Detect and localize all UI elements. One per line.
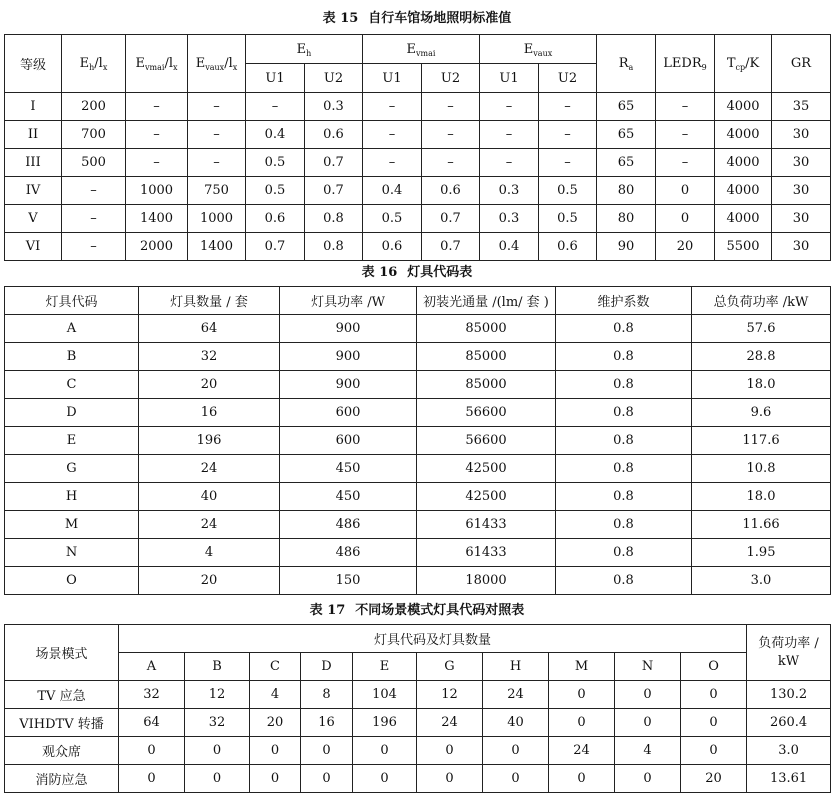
table-cell: – bbox=[126, 121, 188, 149]
header-gr: GR bbox=[772, 35, 831, 93]
table15-number: 表 15 bbox=[322, 11, 359, 26]
table-cell: 1000 bbox=[188, 205, 246, 233]
table-cell: 0 bbox=[119, 765, 185, 793]
table-cell: 0 bbox=[681, 737, 747, 765]
table-cell: 0 bbox=[656, 177, 715, 205]
table-cell: 8 bbox=[301, 681, 353, 709]
table-cell: 0 bbox=[417, 765, 483, 793]
table-cell: 0 bbox=[549, 681, 615, 709]
header-initial-flux: 初装光通量 /(lm/ 套 ) bbox=[417, 287, 556, 315]
header-scene-mode: 场景模式 bbox=[5, 625, 119, 681]
table-cell: – bbox=[539, 149, 597, 177]
table-row bbox=[5, 233, 831, 261]
table-cell: 0.4 bbox=[363, 177, 422, 205]
table-row bbox=[5, 483, 831, 511]
table-cell: 12 bbox=[417, 681, 483, 709]
table-cell: – bbox=[422, 149, 480, 177]
table-cell: – bbox=[656, 93, 715, 121]
table-cell: 32 bbox=[185, 709, 250, 737]
table17-title: 不同场景模式灯具代码对照表 bbox=[355, 603, 525, 618]
table-row bbox=[5, 371, 831, 399]
table-cell: 4 bbox=[250, 681, 301, 709]
table-cell: 900 bbox=[280, 343, 417, 371]
header-fixture-code: 灯具代码 bbox=[5, 287, 139, 315]
table-cell: 64 bbox=[119, 709, 185, 737]
table-cell: 65 bbox=[597, 121, 656, 149]
table-cell: 450 bbox=[280, 483, 417, 511]
table-cell: – bbox=[480, 149, 539, 177]
table-cell: 30 bbox=[772, 149, 831, 177]
table-cell: 0.3 bbox=[480, 177, 539, 205]
table-cell: 0.5 bbox=[363, 205, 422, 233]
table-cell: 0.8 bbox=[556, 371, 692, 399]
table-cell: 0 bbox=[615, 765, 681, 793]
table-cell: – bbox=[188, 149, 246, 177]
table-cell: A bbox=[5, 315, 139, 343]
table-cell: 4000 bbox=[715, 149, 772, 177]
table-cell: 65 bbox=[597, 149, 656, 177]
table-cell: 0 bbox=[681, 681, 747, 709]
table-cell: N bbox=[5, 539, 139, 567]
header-code-d: D bbox=[301, 653, 353, 681]
table-cell: 486 bbox=[280, 539, 417, 567]
table-cell: 1000 bbox=[126, 177, 188, 205]
table-cell: M bbox=[5, 511, 139, 539]
table-cell: 0.8 bbox=[305, 233, 363, 261]
table-cell: 0 bbox=[483, 737, 549, 765]
header-code-c: C bbox=[250, 653, 301, 681]
table-cell: 30 bbox=[772, 205, 831, 233]
table-row bbox=[5, 121, 831, 149]
table-cell: 4000 bbox=[715, 93, 772, 121]
table17-body bbox=[5, 681, 831, 793]
table-cell: 0.8 bbox=[556, 315, 692, 343]
header-evmai-lx: $E_{vmai}/l_x$ bbox=[126, 35, 188, 93]
table16-title: 灯具代码表 bbox=[407, 265, 473, 280]
table-cell: 3.0 bbox=[692, 567, 831, 595]
header-evmai-uniformity: $E_{vmai}$ bbox=[363, 35, 480, 64]
table-row bbox=[5, 427, 831, 455]
table-cell: 0 bbox=[301, 765, 353, 793]
table-cell: 85000 bbox=[417, 343, 556, 371]
table15-header-row-1 bbox=[5, 35, 831, 64]
table-cell: 20 bbox=[250, 709, 301, 737]
table-cell: 0.5 bbox=[246, 177, 305, 205]
table-cell: 500 bbox=[62, 149, 126, 177]
table-cell: 1400 bbox=[126, 205, 188, 233]
table-cell: – bbox=[656, 149, 715, 177]
table-cell: 600 bbox=[280, 399, 417, 427]
table15-title: 自行车馆场地照明标准值 bbox=[368, 11, 512, 26]
table-row bbox=[5, 315, 831, 343]
table-cell: 13.61 bbox=[747, 765, 831, 793]
table-cell: 24 bbox=[417, 709, 483, 737]
table-cell: 20 bbox=[681, 765, 747, 793]
table-cell: 64 bbox=[139, 315, 280, 343]
table16-header-row bbox=[5, 287, 831, 315]
table-cell: 0 bbox=[353, 765, 417, 793]
table-cell: 4000 bbox=[715, 205, 772, 233]
table-cell: 56600 bbox=[417, 427, 556, 455]
table-cell: 18.0 bbox=[692, 483, 831, 511]
table-cell: 85000 bbox=[417, 371, 556, 399]
table16-body bbox=[5, 315, 831, 595]
table-row bbox=[5, 539, 831, 567]
table-cell: 0.7 bbox=[422, 233, 480, 261]
table-row bbox=[5, 343, 831, 371]
table-cell: 2000 bbox=[126, 233, 188, 261]
table-cell: 9.6 bbox=[692, 399, 831, 427]
table15-body bbox=[5, 93, 831, 261]
table-cell: 20 bbox=[139, 371, 280, 399]
table-cell: – bbox=[126, 149, 188, 177]
table-cell: 61433 bbox=[417, 511, 556, 539]
table17-number: 表 17 bbox=[309, 603, 346, 618]
table-cell: 42500 bbox=[417, 455, 556, 483]
table-cell: 24 bbox=[483, 681, 549, 709]
table-cell: 0.8 bbox=[305, 205, 363, 233]
table-cell: 12 bbox=[185, 681, 250, 709]
table-cell: 196 bbox=[139, 427, 280, 455]
table-cell: G bbox=[5, 455, 139, 483]
table-cell: 28.8 bbox=[692, 343, 831, 371]
table-cell: C bbox=[5, 371, 139, 399]
table-cell: – bbox=[363, 121, 422, 149]
table-cell: 260.4 bbox=[747, 709, 831, 737]
table-cell: 0 bbox=[353, 737, 417, 765]
header-evaux-uniformity: $E_{vaux}$ bbox=[480, 35, 597, 64]
table-cell: 观众席 bbox=[5, 737, 119, 765]
table-cell: 200 bbox=[62, 93, 126, 121]
table-cell: D bbox=[5, 399, 139, 427]
table-cell: – bbox=[62, 233, 126, 261]
table-cell: 3.0 bbox=[747, 737, 831, 765]
table-cell: 0 bbox=[185, 765, 250, 793]
table17-header-row-1 bbox=[5, 625, 831, 653]
table-cell: 0.5 bbox=[246, 149, 305, 177]
table-cell: 30 bbox=[772, 177, 831, 205]
table-cell: 56600 bbox=[417, 399, 556, 427]
table-cell: 65 bbox=[597, 93, 656, 121]
table-cell: B bbox=[5, 343, 139, 371]
table-cell: – bbox=[539, 93, 597, 121]
table-cell: 196 bbox=[353, 709, 417, 737]
fixture-code-table bbox=[4, 286, 831, 595]
table-cell: 0 bbox=[615, 681, 681, 709]
table-cell: 450 bbox=[280, 455, 417, 483]
header-fixture-power: 灯具功率 /W bbox=[280, 287, 417, 315]
table-cell: 0 bbox=[549, 765, 615, 793]
table-cell: 0.4 bbox=[480, 233, 539, 261]
table-row bbox=[5, 177, 831, 205]
table-row bbox=[5, 567, 831, 595]
table-row bbox=[5, 709, 831, 737]
table-row bbox=[5, 511, 831, 539]
table-cell: 0.8 bbox=[556, 343, 692, 371]
table-cell: – bbox=[246, 93, 305, 121]
table17-header-row-2 bbox=[5, 653, 831, 681]
table-cell: 1.95 bbox=[692, 539, 831, 567]
scene-mode-table bbox=[4, 624, 831, 793]
table-cell: 0.4 bbox=[246, 121, 305, 149]
header-code-n: N bbox=[615, 653, 681, 681]
table-cell: 80 bbox=[597, 205, 656, 233]
table-cell: 16 bbox=[139, 399, 280, 427]
table15-caption bbox=[0, 11, 834, 27]
table-row bbox=[5, 737, 831, 765]
table-cell: 30 bbox=[772, 233, 831, 261]
table-cell: 85000 bbox=[417, 315, 556, 343]
table-cell: – bbox=[656, 121, 715, 149]
table-cell: H bbox=[5, 483, 139, 511]
table-cell: 30 bbox=[772, 121, 831, 149]
table-cell: 0.8 bbox=[556, 399, 692, 427]
header-codes-group: 灯具代码及灯具数量 bbox=[119, 625, 747, 653]
table-cell: IV bbox=[5, 177, 62, 205]
table16-number: 表 16 bbox=[361, 265, 398, 280]
table-cell: 0.7 bbox=[422, 205, 480, 233]
header-code-g: G bbox=[417, 653, 483, 681]
header-total-load: 总负荷功率 /kW bbox=[692, 287, 831, 315]
table-cell: VIHDTV 转播 bbox=[5, 709, 119, 737]
header-fixture-count: 灯具数量 / 套 bbox=[139, 287, 280, 315]
table-cell: 11.66 bbox=[692, 511, 831, 539]
table-cell: 0.3 bbox=[305, 93, 363, 121]
table-cell: E bbox=[5, 427, 139, 455]
header-eh-lx: $E_h/l_x$ bbox=[62, 35, 126, 93]
table-cell: V bbox=[5, 205, 62, 233]
header-eh-u1: U1 bbox=[246, 64, 305, 93]
table-cell: VI bbox=[5, 233, 62, 261]
header-grade: 等级 bbox=[5, 35, 62, 93]
table-cell: 24 bbox=[139, 511, 280, 539]
table-cell: II bbox=[5, 121, 62, 149]
header-code-o: O bbox=[681, 653, 747, 681]
table-cell: – bbox=[188, 93, 246, 121]
table-cell: TV 应急 bbox=[5, 681, 119, 709]
table-cell: 600 bbox=[280, 427, 417, 455]
table-cell: – bbox=[363, 149, 422, 177]
table-cell: 0.6 bbox=[363, 233, 422, 261]
table-cell: 42500 bbox=[417, 483, 556, 511]
header-tcp: $T_{cp}/K$ bbox=[715, 35, 772, 93]
table-cell: 0 bbox=[185, 737, 250, 765]
header-evaux-u2: U2 bbox=[539, 64, 597, 93]
table-cell: 0 bbox=[250, 765, 301, 793]
table-cell: – bbox=[422, 121, 480, 149]
table-row bbox=[5, 149, 831, 177]
header-code-h: H bbox=[483, 653, 549, 681]
header-code-m: M bbox=[549, 653, 615, 681]
table-cell: 0 bbox=[656, 205, 715, 233]
table-row bbox=[5, 681, 831, 709]
table-cell: 0.3 bbox=[480, 205, 539, 233]
table-cell: 24 bbox=[139, 455, 280, 483]
header-evaux-lx: $E_{vaux}/l_x$ bbox=[188, 35, 246, 93]
table-cell: – bbox=[480, 121, 539, 149]
table-cell: 消防应急 bbox=[5, 765, 119, 793]
table-row bbox=[5, 205, 831, 233]
table-cell: 18.0 bbox=[692, 371, 831, 399]
table-cell: 0.8 bbox=[556, 567, 692, 595]
lighting-standard-table bbox=[4, 34, 831, 261]
table-cell: 4 bbox=[615, 737, 681, 765]
header-code-a: A bbox=[119, 653, 185, 681]
header-evaux-u1: U1 bbox=[480, 64, 539, 93]
table-cell: 0 bbox=[301, 737, 353, 765]
table-cell: 0 bbox=[483, 765, 549, 793]
table-cell: 10.8 bbox=[692, 455, 831, 483]
header-load-power: 负荷功率 / kW bbox=[747, 625, 831, 681]
table-cell: 4 bbox=[139, 539, 280, 567]
table-cell: 40 bbox=[139, 483, 280, 511]
table-cell: 486 bbox=[280, 511, 417, 539]
table-cell: 117.6 bbox=[692, 427, 831, 455]
table-cell: 16 bbox=[301, 709, 353, 737]
table-cell: 0 bbox=[681, 709, 747, 737]
table-cell: 700 bbox=[62, 121, 126, 149]
header-code-b: B bbox=[185, 653, 250, 681]
table-cell: 0.5 bbox=[539, 177, 597, 205]
table-cell: 0.8 bbox=[556, 427, 692, 455]
table-cell: 0 bbox=[119, 737, 185, 765]
table-cell: 24 bbox=[549, 737, 615, 765]
table-cell: 4000 bbox=[715, 121, 772, 149]
table-cell: III bbox=[5, 149, 62, 177]
table-cell: 0.7 bbox=[246, 233, 305, 261]
table-cell: 0.7 bbox=[305, 177, 363, 205]
table-cell: 900 bbox=[280, 315, 417, 343]
table-cell: – bbox=[422, 93, 480, 121]
table-cell: 0.6 bbox=[246, 205, 305, 233]
table-cell: O bbox=[5, 567, 139, 595]
table-cell: 0.7 bbox=[305, 149, 363, 177]
header-evmai-u1: U1 bbox=[363, 64, 422, 93]
table-cell: 104 bbox=[353, 681, 417, 709]
table-row bbox=[5, 765, 831, 793]
table-cell: 61433 bbox=[417, 539, 556, 567]
table-cell: – bbox=[188, 121, 246, 149]
table16-caption bbox=[0, 265, 834, 281]
header-eh-u2: U2 bbox=[305, 64, 363, 93]
table-cell: 32 bbox=[119, 681, 185, 709]
table-cell: 0 bbox=[549, 709, 615, 737]
header-ledr: $LEDR_9$ bbox=[656, 35, 715, 93]
table-cell: – bbox=[363, 93, 422, 121]
table-cell: – bbox=[480, 93, 539, 121]
table17-caption bbox=[0, 603, 834, 619]
table-cell: 40 bbox=[483, 709, 549, 737]
table-cell: – bbox=[126, 93, 188, 121]
table-cell: 0.8 bbox=[556, 483, 692, 511]
table-cell: 0.6 bbox=[539, 233, 597, 261]
table-cell: – bbox=[62, 205, 126, 233]
table-cell: 0.5 bbox=[539, 205, 597, 233]
table-cell: 0 bbox=[615, 709, 681, 737]
table-cell: 20 bbox=[139, 567, 280, 595]
table-cell: 4000 bbox=[715, 177, 772, 205]
table-cell: 900 bbox=[280, 371, 417, 399]
table-row bbox=[5, 455, 831, 483]
table-cell: 0.6 bbox=[422, 177, 480, 205]
table-cell: 5500 bbox=[715, 233, 772, 261]
table-cell: 0 bbox=[250, 737, 301, 765]
table-cell: 35 bbox=[772, 93, 831, 121]
table-cell: 0.8 bbox=[556, 455, 692, 483]
header-eh-uniformity: $E_h$ bbox=[246, 35, 363, 64]
table-cell: 90 bbox=[597, 233, 656, 261]
header-ra: $R_a$ bbox=[597, 35, 656, 93]
table-cell: 20 bbox=[656, 233, 715, 261]
table-cell: 0.8 bbox=[556, 511, 692, 539]
table-cell: 150 bbox=[280, 567, 417, 595]
table-row bbox=[5, 399, 831, 427]
table-cell: I bbox=[5, 93, 62, 121]
table-cell: 750 bbox=[188, 177, 246, 205]
table-cell: 0 bbox=[417, 737, 483, 765]
table-cell: 32 bbox=[139, 343, 280, 371]
header-evmai-u2: U2 bbox=[422, 64, 480, 93]
table-cell: – bbox=[62, 177, 126, 205]
table-cell: 57.6 bbox=[692, 315, 831, 343]
header-maintenance-factor: 维护系数 bbox=[556, 287, 692, 315]
table-row bbox=[5, 93, 831, 121]
table-cell: 1400 bbox=[188, 233, 246, 261]
table-cell: – bbox=[539, 121, 597, 149]
table-cell: 130.2 bbox=[747, 681, 831, 709]
table-cell: 0.6 bbox=[305, 121, 363, 149]
table-cell: 18000 bbox=[417, 567, 556, 595]
header-code-e: E bbox=[353, 653, 417, 681]
table-cell: 0.8 bbox=[556, 539, 692, 567]
table-cell: 80 bbox=[597, 177, 656, 205]
